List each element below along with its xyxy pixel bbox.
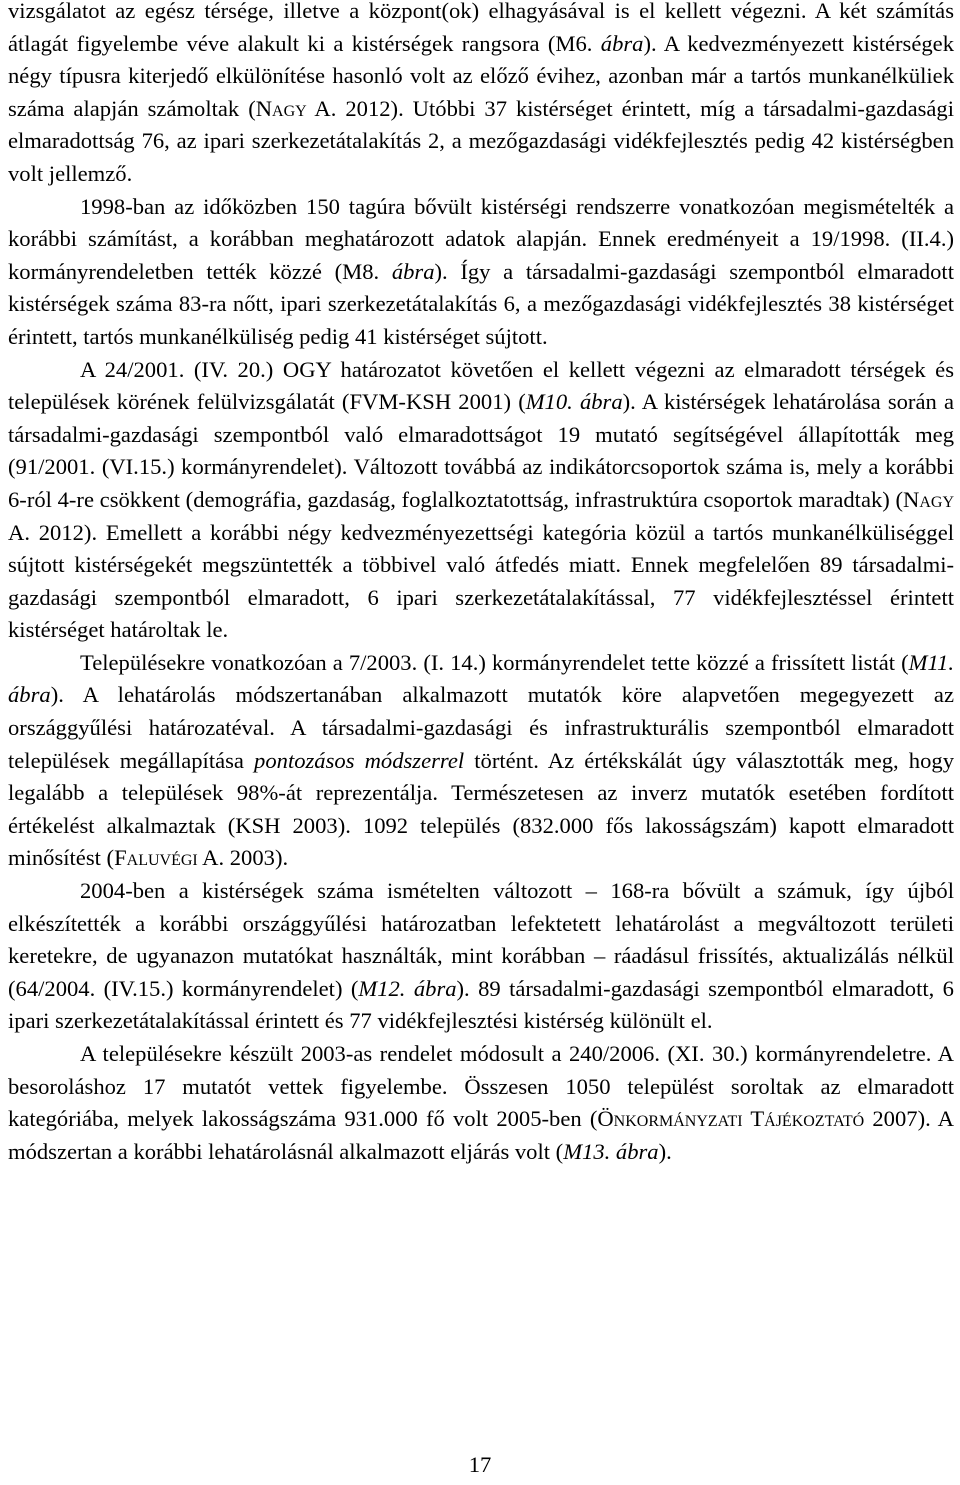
page-number: 17 bbox=[468, 1452, 492, 1477]
text-run: A. 2003). bbox=[197, 845, 289, 871]
italic-text: M12. ábra bbox=[358, 975, 457, 1001]
text-run: A. 2012). Utóbbi 37 kistérséget érintett, míg a társadalmi-gazdasági elmaradottság 76, az ipari szerkezetátalakítás 2, a mezőgazdasági vidékfejlesztés pedig 42 kistérségben volt jellemző. bbox=[8, 95, 954, 186]
text-run: vizsgálatot az egész térsége, illetve a központ(ok) elhagyásával is el kellett végezni. A két számítás átlagát figyelembe véve alakult ki a kistérségek rangsora (M6. bbox=[8, 0, 954, 56]
text-run: ). A kistérségek lehatárolása során a társadalmi-gazdasági szempontból való elmaradottságot 19 mutató segítségével állapították meg (91/2001. (VI.15.) kormányrendelet). Változott továbbá az indikátorcsoportok száma is, mely a korábbi 6-ról 4-re csökkent (demográfia, gazdaság, foglalkoztatottság, infrastruktúra csoportok maradtak) ( bbox=[8, 389, 954, 512]
text-run: ). 89 társadalmi-gazdasági szempontból elmaradott, 6 ipari szerkezetátalakítással érintett és 77 vidékfejlesztési kistérség különült el. bbox=[8, 975, 954, 1034]
small-caps-text: Faluvégi bbox=[114, 845, 198, 871]
italic-text: ábra bbox=[391, 258, 435, 284]
text-run: A 24/2001. (IV. 20.) OGY határozatot követően el kellett végezni az elmaradott térségek és települések körének felülvizsgálatát (FVM-KSH 2001) ( bbox=[8, 356, 954, 415]
text-run: ). A lehatárolás módszertanában alkalmazott mutatók köre alapvetően megegyezett az országgyűlési határozatéval. A társadalmi-gazdasági és infrastrukturális szempontból elmaradott települések megállapítása bbox=[8, 682, 954, 773]
italic-text: M10. ábra bbox=[525, 389, 623, 415]
text-run: ). A kedvezményezett kistérségek négy típusra kiterjedő elkülönítése hasonló volt az előző évihez, azonban már a tartós munkanélküliek száma alapján számoltak ( bbox=[8, 30, 955, 121]
text-run: történt. Az értékskálát úgy választották meg, hogy legalább a települések 98%-át reprezentálja. Természetesen az inverz mutatók esetében fordított értékelést alkalmaztak (KSH 2003). 1092 település (832.000 fős lakosságszám) kapott elmaradott minősítést ( bbox=[8, 747, 954, 871]
paragraph bbox=[8, 1038, 954, 1168]
text-run: ). Így a társadalmi-gazdasági szempontból elmaradott kistérségek száma 83-ra nőtt, ipari szerkezetátalakítás 6, a mezőgazdasági vidékfejlesztés 38 kistérséget érintett, tartós munkanélküliség pedig 41 kistérséget sújtott. bbox=[8, 258, 954, 349]
paragraph-continued bbox=[8, 0, 954, 191]
paragraph bbox=[8, 875, 954, 1038]
text-run: ). bbox=[658, 1138, 672, 1164]
text-run: A. 2012). Emellett a korábbi négy kedvezményezettségi kategória közül a tartós munkanélküliséggel sújtott kistérségekét megszüntették a többivel való átfedés miatt. Ennek megfelelően 89 társadalmi-gazdasági szempontból elmaradott, 6 ipari szerkezetátalakítással, 77 vidékfejlesztéssel érintett kistérséget határoltak le. bbox=[8, 519, 954, 643]
italic-text: M13. ábra bbox=[563, 1138, 659, 1164]
italic-text: ábra bbox=[600, 30, 644, 56]
text-run: A településekre készült 2003-as rendelet módosult a 240/2006. (XI. 30.) kormányrendeletre. A besoroláshoz 17 mutatót vettek figyelembe. Összesen 1050 települést soroltak az elmaradott kategóriába, melyek lakosságszáma 931.000 fő volt 2005-ben ( bbox=[8, 1041, 954, 1132]
italic-text: pontozásos módszerrel bbox=[254, 747, 465, 773]
small-caps-text: Nagy bbox=[255, 95, 307, 121]
paragraph bbox=[8, 647, 954, 875]
body-text bbox=[8, 0, 954, 1168]
paragraph bbox=[8, 191, 954, 354]
small-caps-text: Önkormányzati Tájékoztató bbox=[597, 1106, 865, 1132]
text-run: Településekre vonatkozóan a 7/2003. (I. 14.) kormányrendelet tette közzé a frissített listát ( bbox=[80, 649, 909, 675]
paragraph bbox=[8, 354, 954, 647]
text-run: 2007). A módszertan a korábbi lehatárolásnál alkalmazott eljárás volt ( bbox=[8, 1106, 954, 1164]
text-run: 1998-ban az időközben 150 tagúra bővült kistérségi rendszerre vonatkozóan megismételték a korábbi számítást, a korábban meghatározott adatok alapján. Ennek eredményeit a 19/1998. (II.4.) kormányrendeletben tették közzé (M8. bbox=[8, 193, 954, 284]
italic-text: M11. ábra bbox=[8, 649, 954, 708]
text-run: 2004-ben a kistérségek száma ismételten változott – 168-ra bővült a számuk, így újból elkészítették a korábbi országgyűlési határozatban lefektetett lehatárolást a megváltozott területi keretekre, de ugyanazon mutatókat használták, mint korábban – ráadásul frissítés, aktualizálás nélkül (64/2004. (IV.15.) kormányrendelet) ( bbox=[8, 878, 954, 1001]
small-caps-text: Nagy bbox=[903, 486, 954, 512]
